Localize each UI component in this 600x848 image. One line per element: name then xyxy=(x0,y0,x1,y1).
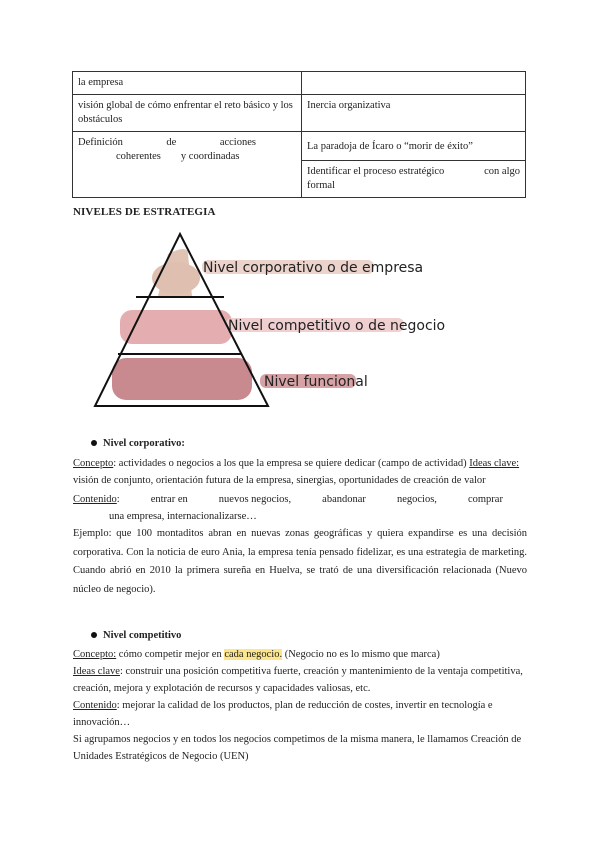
ideas-text: visión de conjunto, orientación futura de la empresa, sinergias, oportunidades de creación de valor xyxy=(73,475,486,486)
pyramid-label-competitive: Nivel competitivo o de negocio xyxy=(228,318,446,334)
table-cell xyxy=(302,132,526,198)
pyramid-middle-fill xyxy=(120,310,232,344)
table-cell: Inercia organizativa xyxy=(302,95,526,132)
table-text: acciones xyxy=(219,137,256,148)
definition-line-1 xyxy=(78,136,296,150)
table-text: Identificar el proceso estratégico xyxy=(307,166,445,177)
ideas-text: : construir una posición competitiva fuerte, creación y mantenimiento de la ventaja competitiva, creación, mejora y explotación de recursos y capacidades valiosas, etc. xyxy=(73,666,523,694)
concepto-label: Concepto: xyxy=(73,649,117,660)
section-title: NIVELES DE ESTRATEGIA xyxy=(73,206,216,218)
bullet-heading xyxy=(73,627,527,644)
bullet-heading xyxy=(73,435,527,452)
ejemplo-paragraph: Ejemplo: que 100 montaditos abran en nuevas zonas geográficas y quiera expandirse es una decisión corporativa. Con la noticia de euro Ania, la empresa tenía pensado fidelizar, es una estrategia de marketing. Cuando abrió en 2010 la primera sureña en Huelva, se trató de una diversificación relacionada (Nuevo núcleo de negocio). xyxy=(73,528,527,595)
bullet-icon xyxy=(91,632,97,638)
table-cell xyxy=(73,132,302,198)
contenido-label: Contenido xyxy=(73,700,117,711)
contenido-text: : mejorar la calidad de los productos, plan de reducción de costes, invertir en tecnología e innovación… xyxy=(73,700,493,728)
table-text: formal xyxy=(307,180,335,191)
concepto-text: (Negocio no es lo mismo que marca) xyxy=(282,649,440,660)
table-cell: visión global de cómo enfrentar el reto básico y los obstáculos xyxy=(73,95,302,132)
table-subcell: La paradoja de Ícaro o “morir de éxito” xyxy=(307,141,473,152)
table-row xyxy=(73,72,526,95)
table-text: y coordinadas xyxy=(180,151,240,162)
concepto-paragraph xyxy=(73,646,527,663)
concepto-text: : actividades o negocios a los que la empresa se quiere dedicar (campo de actividad) xyxy=(113,458,467,469)
section-competitivo xyxy=(73,627,527,765)
concepto-label: Concepto xyxy=(73,458,114,469)
highlighted-text: cada negocio. xyxy=(224,649,283,660)
contenido-start xyxy=(73,491,120,508)
concepto-paragraph xyxy=(73,455,527,489)
table-text: coherentes xyxy=(116,151,161,162)
contenido-paragraph xyxy=(73,697,527,731)
strategy-table xyxy=(72,71,526,198)
bullet-icon xyxy=(91,440,97,446)
contenido-line-2: una empresa, internacionalizarse… xyxy=(109,511,257,522)
table-row xyxy=(73,132,526,198)
word: negocios, xyxy=(396,494,437,505)
ideas-label: Ideas clave: xyxy=(469,458,520,469)
word: entrar en xyxy=(150,494,188,505)
table-text: Definición xyxy=(78,137,123,148)
pyramid-label-functional: Nivel funcional xyxy=(264,374,368,390)
table-cell xyxy=(302,72,526,95)
table-cell: la empresa xyxy=(73,72,302,95)
ideas-label: Ideas clave xyxy=(73,666,120,677)
uen-paragraph: Si agrupamos negocios y en todos los negocios competimos de la misma manera, le llamamos Creación de Unidades Estratégicos de Negocio (UEN) xyxy=(73,734,522,762)
strategy-pyramid xyxy=(60,226,446,416)
word: comprar xyxy=(467,494,503,505)
table-text: de xyxy=(166,137,177,148)
table-subcell xyxy=(302,160,525,197)
section-corporativo xyxy=(73,435,527,599)
contenido-label: Contenido xyxy=(73,494,117,505)
table-row xyxy=(73,95,526,132)
pyramid-label-corporate: Nivel corporativo o de empresa xyxy=(203,260,424,276)
heading-text: Nivel corporativo: xyxy=(103,438,185,449)
pyramid-bottom-fill xyxy=(112,358,252,400)
word: abandonar xyxy=(322,494,366,505)
word: nuevos negocios, xyxy=(218,494,292,505)
heading-text: Nivel competitivo xyxy=(103,630,182,641)
ideas-paragraph xyxy=(73,663,527,697)
table-text: con algo xyxy=(484,166,520,177)
concepto-text: cómo competir mejor en xyxy=(116,649,225,660)
word: : xyxy=(116,494,120,505)
contenido-line xyxy=(73,491,527,508)
definition-line-2 xyxy=(78,150,296,164)
